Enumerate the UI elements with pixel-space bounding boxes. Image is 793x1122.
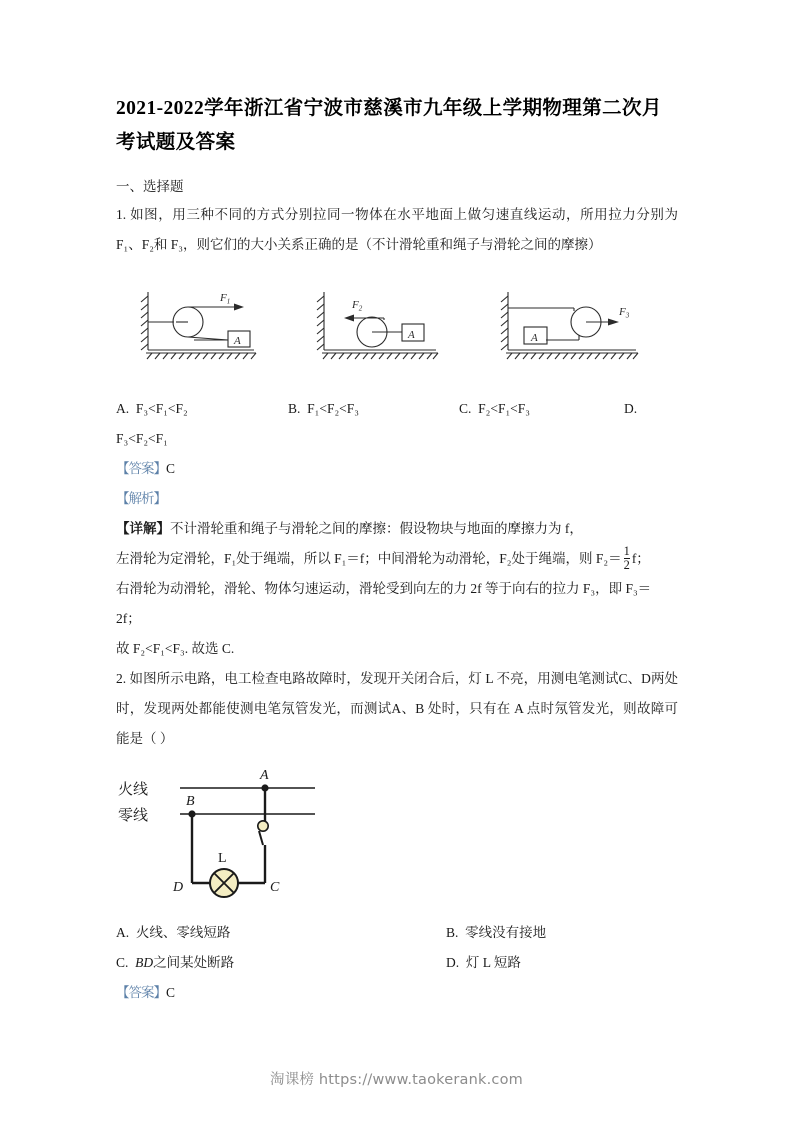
question-1-figure (116, 278, 678, 390)
option-2a[interactable]: A. 火线、零线短路 (116, 925, 231, 940)
node-label-a: A (260, 768, 269, 783)
block-label-a-2: A (408, 329, 415, 341)
pulley-diagram-3 (501, 292, 638, 359)
option-2c-rest: 之间某处断路 (153, 955, 235, 970)
answer-value: C (166, 461, 176, 476)
section-heading: 一、选择题 (116, 179, 184, 194)
force-label-f2: $F_2$ (352, 299, 363, 313)
option-2d[interactable]: D. 灯 L 短路 (446, 955, 521, 970)
question-2-options-row-1 (116, 918, 678, 948)
question-1-detail-line-4: 故 F₂<F₁<F₃. 故选 C. (116, 641, 235, 656)
option-1b[interactable]: B. F₁<F₂<F₃ (288, 401, 360, 416)
question-2-text: 2. 如图所示电路，电工检查电路故障时，发现开关闭合后，灯 L 不亮，用测电笔测试C、D两处时，发现两处都能使测电笔氖管发光，而测试A、B 处时，只有在 A 点时氖管发光，则故障可能是（ ） (116, 671, 678, 746)
question-1-options-row-1 (116, 394, 678, 424)
lamp-label-l: L (218, 851, 227, 866)
page-title: 2021-2022学年浙江省宁波市慈溪市九年级上学期物理第二次月考试题及答案 (116, 98, 662, 153)
block-label-a-1: A (234, 335, 241, 347)
node-b-dot (188, 810, 195, 817)
node-label-d: D (173, 880, 184, 895)
question-2-answer-line (116, 978, 678, 1008)
question-1-detail-line-2: 右滑轮为动滑轮，滑轮、物体匀速运动，滑轮受到向左的力 2f 等于向右的拉力 F₃，即 F₃＝ (116, 581, 652, 596)
answer-value-2: C (166, 985, 176, 1000)
pulley-diagram-1 (141, 292, 256, 359)
question-1-options-row-2 (116, 424, 678, 454)
question-1-options (116, 394, 678, 454)
question-1-detail-fraction-line: 左滑轮为定滑轮，F₁处于绳端，所以 F₁＝f；中间滑轮为动滑轮，F₂处于绳端，则 F₂＝ $\frac{1}{2}$ f； (116, 543, 650, 572)
block-label-a-3: A (531, 332, 538, 344)
household-circuit-svg (110, 762, 410, 912)
question-2-figure (116, 762, 678, 912)
node-label-b: B (186, 794, 195, 809)
answer-label: 【答案】 (116, 461, 166, 476)
option-1a[interactable]: A. F₃<F₁<F₂ (116, 401, 188, 416)
question-2-options (116, 918, 678, 978)
question-2-options-row-2 (116, 948, 678, 978)
pulley-diagram-2 (317, 292, 438, 359)
force-label-f1: $F_1$ (220, 292, 231, 306)
question-1-analysis-label: 【解析】 (116, 491, 166, 506)
option-2c-italic: BD (135, 955, 154, 970)
detail-label: 【详解】 (116, 521, 170, 536)
option-1d-key[interactable]: D. (624, 401, 638, 416)
question-1-answer-line (116, 454, 678, 484)
live-wire-label: 火线 (118, 782, 149, 798)
option-2c[interactable]: C. BD之间某处断路 (116, 955, 235, 970)
document-content (116, 92, 678, 1008)
node-label-c: C (270, 880, 280, 895)
question-1-detail-line-1: 【详解】不计滑轮重和绳子与滑轮之间的摩擦：假设物块与地面的摩擦力为 f， (116, 521, 583, 536)
footer-watermark: 淘课榜 https://www.taokerank.com (270, 1072, 523, 1088)
switch-contact (258, 821, 268, 831)
fraction-one-half: $\frac{1}{2}$ (623, 543, 630, 572)
option-2b[interactable]: B. 零线没有接地 (446, 925, 547, 940)
option-1c[interactable]: C. F₂<F₁<F₃ (459, 401, 531, 416)
question-1-text: 1. 如图，用三种不同的方式分别拉同一物体在水平地面上做匀速直线运动，所用拉力分别为F₁、F₂和 F₃，则它们的大小关系正确的是（不计滑轮重和绳子与滑轮之间的摩擦） (116, 207, 678, 252)
three-pulley-arrangements-svg (116, 278, 676, 390)
question-1-detail-line-3: 2f； (116, 611, 141, 626)
option-1d-value[interactable]: F₃<F₂<F₁ (116, 431, 168, 446)
answer-label-2: 【答案】 (116, 985, 166, 1000)
node-a-dot (261, 784, 268, 791)
neutral-wire-label: 零线 (118, 808, 149, 824)
force-label-f3: $F_3$ (619, 306, 630, 320)
